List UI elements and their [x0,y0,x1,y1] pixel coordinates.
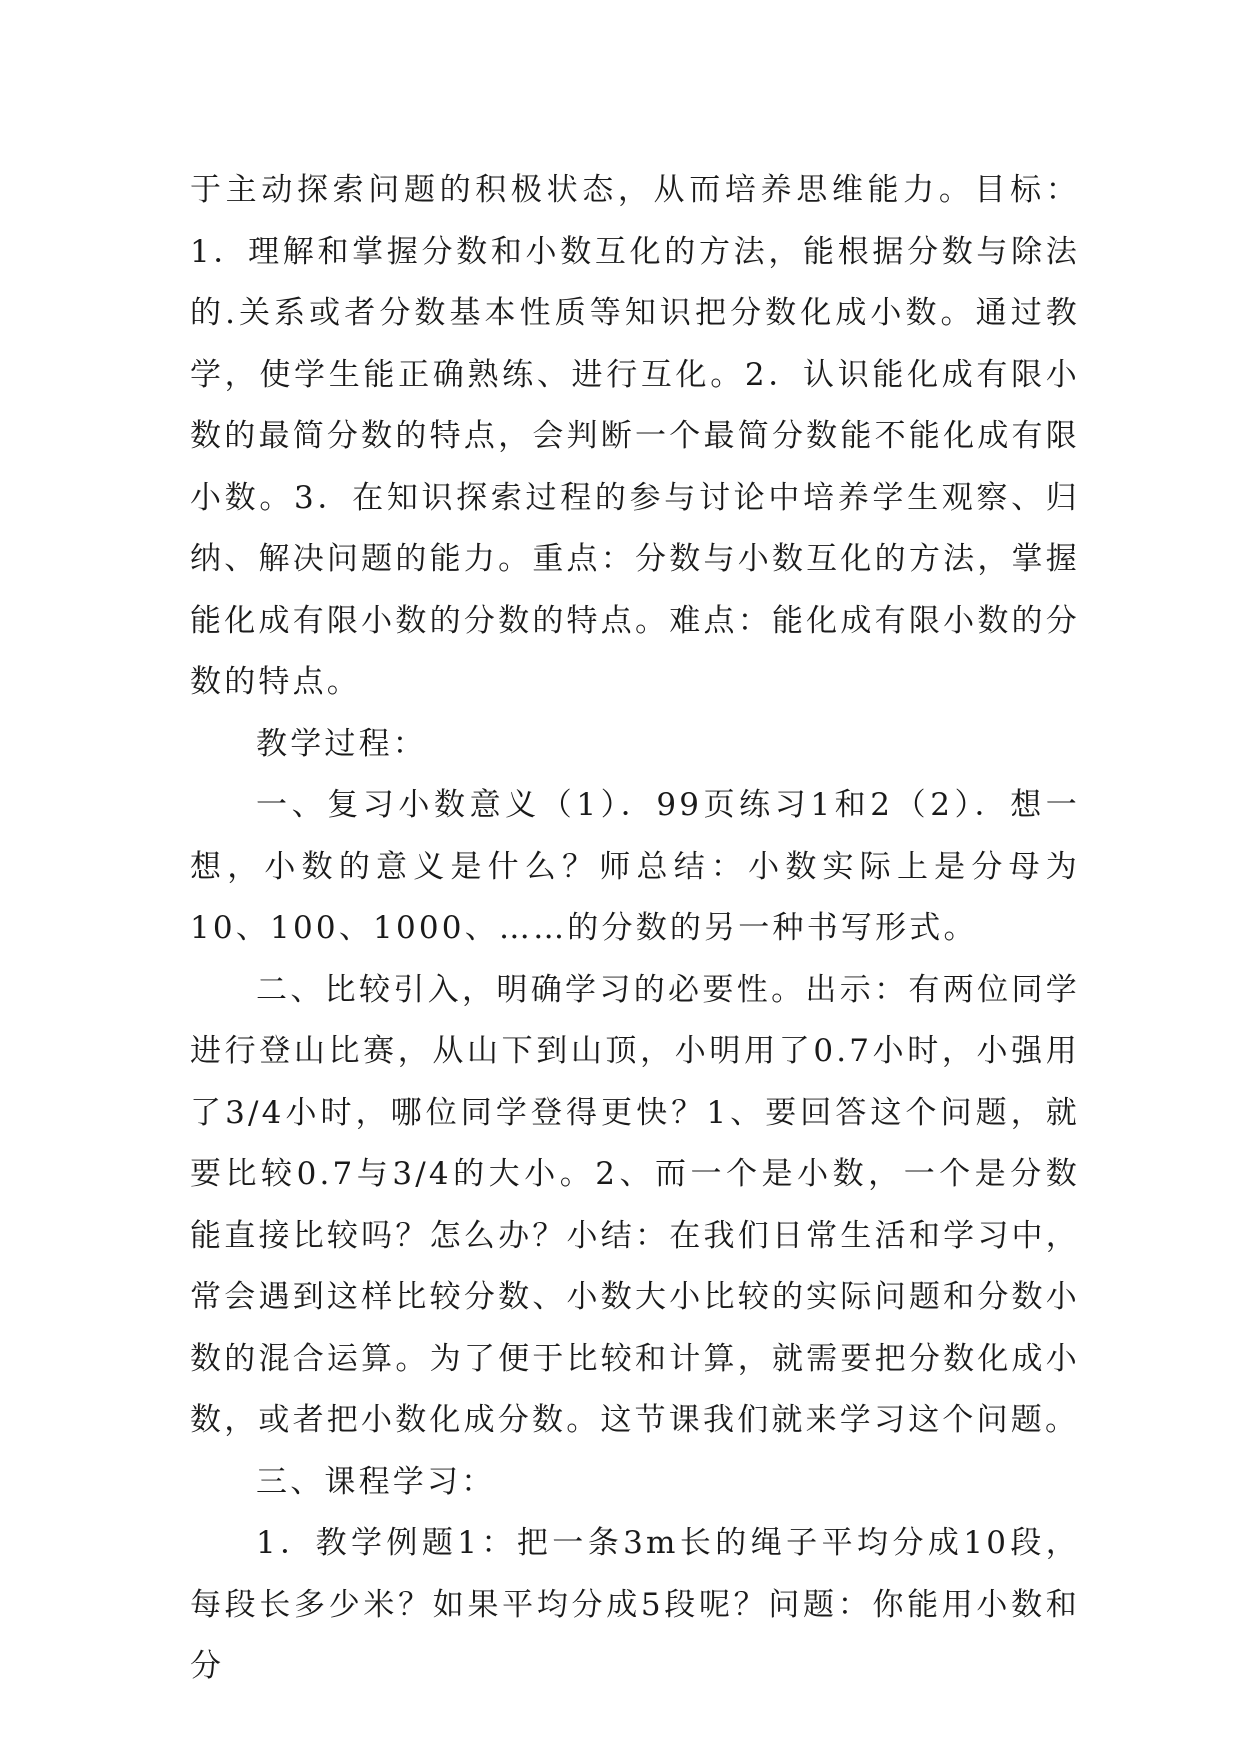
paragraph-objectives: 于主动探索问题的积极状态，从而培养思维能力。目标：1．理解和掌握分数和小数互化的方法，能根据分数与除法的.关系或者分数基本性质等知识把分数化成小数。通过教学，使学生能正确熟练、进行互化。2．认识能化成有限小数的最简分数的特点，会判断一个最简分数能不能化成有限小数。3．在知识探索过程的参与讨论中培养学生观察、归纳、解决问题的能力。重点：分数与小数互化的方法，掌握能化成有限小数的分数的特点。难点：能化成有限小数的分数的特点。 [190,172,1080,700]
paragraph-lesson-heading: 三、课程学习： [256,1463,496,1500]
paragraph-example: 1．教学例题1：把一条3m长的绳子平均分成10段，每段长多少米？如果平均分成5段呢？问题：你能用小数和分 [190,1525,1080,1684]
paragraph-comparison: 二、比较引入，明确学习的必要性。出示：有两位同学进行登山比赛，从山下到山顶，小明用了0.7小时，小强用了3/4小时，哪位同学登得更快？1、要回答这个问题，就要比较0.7与3/4的大小。2、而一个是小数，一个是分数能直接比较吗？怎么办？小结：在我们日常生活和学习中，常会遇到这样比较分数、小数大小比较的实际问题和分数小数的混合运算。为了便于比较和计算，就需要把分数化成小数，或者把小数化成分数。这节课我们就来学习这个问题。 [190,971,1080,1438]
paragraph-review: 一、复习小数意义（1）．99页练习1和2（2）．想一想，小数的意义是什么？师总结：小数实际上是分母为10、100、1000、……的分数的另一种书写形式。 [190,787,1080,946]
paragraph-process-heading: 教学过程： [256,725,427,762]
document-body [190,160,1080,1698]
